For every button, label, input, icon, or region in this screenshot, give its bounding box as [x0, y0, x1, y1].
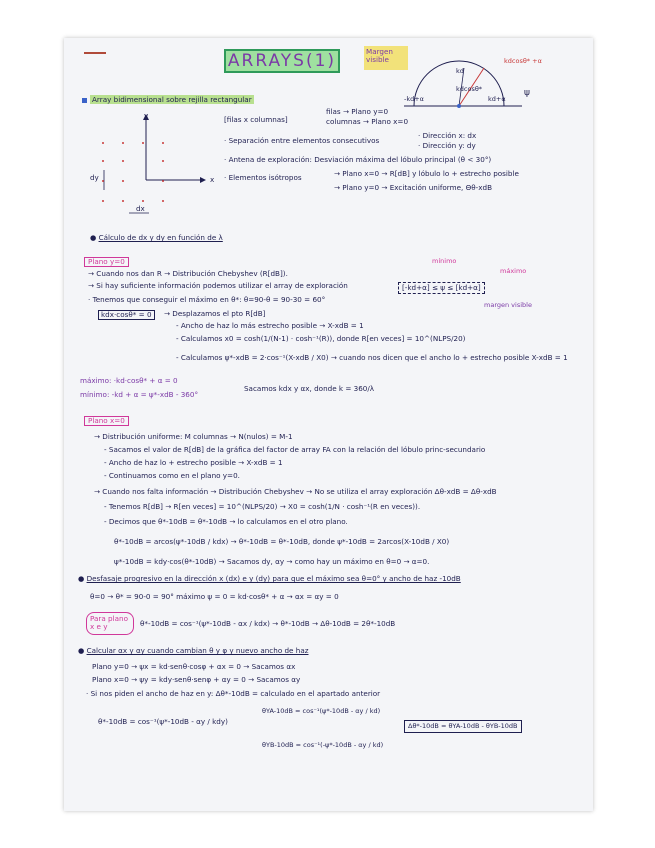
- plano-x0-label: Plano x=0: [84, 416, 129, 426]
- grid-dot: [122, 160, 124, 162]
- axis-y-label: y: [144, 111, 149, 120]
- kd-mid-label: kd: [456, 67, 464, 75]
- plano-x0-line6: - Tenemos R[dB] → R[en veces] = 10^(NLPS/20) → X0 = cosh(1/N · cosh⁻¹(R en veces)).: [104, 502, 421, 511]
- grid-dot: [102, 160, 104, 162]
- calcular-line5b: θYB-10dB = cos⁻¹(-ψ*-10dB - αy / kd): [262, 741, 384, 749]
- grid-dot: [122, 142, 124, 144]
- kd-bottom-label: kdcosθ*: [456, 85, 483, 93]
- calcular-line3: · Si nos piden el ancho de haz en y: Δθ*-10dB = calculado en el apartado anterior: [86, 689, 381, 698]
- plano-y0-line6: - Calculamos x0 = cosh(1/(N-1) · cosh⁻¹(R)), donde R[en veces] = 10^(NLPS/20): [176, 334, 466, 343]
- result-box: Δθ*-10dB = θYA-10dB - θYB-10dB: [404, 720, 522, 733]
- grid-dot: [162, 200, 164, 202]
- plano-x0-line2: - Sacamos el valor de R[dB] de la gráfica del factor de array FA con la relación del lóbulo princ-secundario: [104, 445, 486, 454]
- margin-label: Margen visible: [366, 47, 393, 65]
- desfasaje-heading: ● Desfasaje progresivo en la dirección x (dx) e y (dy) para que el máximo sea θ=0° y ancho de haz -10dB: [78, 574, 461, 583]
- plano-x0-line8: θ*-10dB = arcos(ψ*-10dB / kdx) → θ*-10dB = θ*-10dB, donde ψ*-10dB = 2arcos(X-10dB / X0): [114, 537, 450, 546]
- grid-dot: [122, 180, 124, 182]
- separation-text: · Separación entre elementos consecutivos: [224, 136, 380, 145]
- filas-plane: filas → Plano y=0: [326, 107, 389, 116]
- plano-y0-line4: → Desplazamos el pto R[dB]: [164, 309, 266, 318]
- antenna-text: · Antena de exploración: Desviación máxima del lóbulo principal (θ < 30°): [224, 155, 492, 164]
- grid-diagram: [94, 110, 224, 220]
- calcular-line2: Plano x=0 → ψy = kdy·senθ·senφ + αy = 0 → Sacamos αy: [92, 675, 301, 684]
- plano-x0-line5: → Cuando nos falta información → Distribución Chebyshev → No se utiliza el array exploración Δθ-xdB = Δθ-xdB: [94, 487, 497, 496]
- grid-dot: [122, 200, 124, 202]
- calcular-line5a: θYA-10dB = cos⁻¹(ψ*-10dB - αy / kd): [262, 707, 381, 715]
- plane-y-text: → Plano y=0 → Excitación uniforme, Θθ-xdB: [334, 183, 492, 192]
- grid-dot: [102, 180, 104, 182]
- columnas-plane: columnas → Plano x=0: [326, 117, 409, 126]
- maximo-label: máximo: [500, 267, 527, 275]
- dir-x-text: · Dirección x: dx: [418, 131, 477, 140]
- minimo-label: mínimo: [432, 257, 457, 265]
- axis-x-label: x: [210, 175, 215, 184]
- dx-label: dx: [136, 204, 145, 213]
- calc-heading: ● Cálculo de dx y dy en función de λ: [90, 233, 223, 242]
- desfasaje-eq: θ=0 → θ* = 90-0 = 90° máximo ψ = 0 = kd·cosθ* + α → αx = αy = 0: [90, 592, 339, 601]
- grid-dot: [102, 200, 104, 202]
- kd-right-label: kd+α: [488, 95, 506, 103]
- plano-y0-line7: - Calculamos ψ*-xdB = 2·cos⁻¹(X-xdB / X0) → cuando nos dicen que el ancho lo + estrecho posible X-xdB = 1: [176, 353, 568, 362]
- grid-dot: [162, 142, 164, 144]
- plano-y0-line3: · Tenemos que conseguir el máximo en θ*: θ=90-θ = 90-30 = 60°: [88, 295, 326, 304]
- plano-y0-line2: → Si hay suficiente información podemos utilizar el array de exploración: [88, 281, 348, 290]
- min-equation: mínimo: -kd + α = ψ*-xdB - 360°: [80, 390, 199, 399]
- red-margin-mark: [84, 52, 106, 54]
- section1-heading: Array bidimensional sobre rejilla rectangular: [82, 96, 254, 104]
- dy-label: dy: [90, 173, 99, 182]
- plano-y0-box: [-kd+α] ≤ ψ ≤ [kd+α]: [398, 282, 485, 294]
- max-equation: máximo: ·kd·cosθ* + α = 0: [80, 376, 178, 385]
- plane-x-text: → Plano x=0 → R[dB] y lóbulo lo + estrecho posible: [334, 169, 519, 178]
- sacamos-text: Sacamos kdx y αx, donde k = 360/λ: [244, 384, 375, 393]
- plano-x0-line7: - Decimos que θ*-10dB = θ*-10dB → lo calculamos en el otro plano.: [104, 517, 348, 526]
- margen-label: margen visible: [484, 301, 532, 309]
- grid-dot: [142, 200, 144, 202]
- filas-columnas: [filas x columnas]: [224, 115, 288, 124]
- grid-dot: [162, 180, 164, 182]
- calcular-line4: θ*-10dB = cos⁻¹(ψ*-10dB - αy / kdy): [98, 717, 228, 726]
- plano-y0-line1: → Cuando nos dan R → Distribución Chebyshev (R[dB]).: [88, 269, 288, 278]
- grid-dot: [162, 160, 164, 162]
- plano-x0-line3: - Ancho de haz lo + estrecho posible → X-xdB = 1: [104, 458, 283, 467]
- isotropic-text: · Elementos isótropos: [224, 173, 302, 182]
- notebook-page: [64, 38, 593, 811]
- desfasaje-eq2: θ*-10dB = cos⁻¹(ψ*-10dB - αx / kdx) → θ*-10dB → Δθ-10dB = 2θ*-10dB: [140, 619, 396, 628]
- plano-y0-line5: - Ancho de haz lo más estrecho posible → X-xdB = 1: [176, 321, 364, 330]
- plano-x0-line4: - Continuamos como en el plano y=0.: [104, 471, 240, 480]
- page-title: ARRAYS(1): [224, 49, 340, 73]
- kd-left-label: -kd+α: [404, 95, 424, 103]
- dir-y-text: · Dirección y: dy: [418, 141, 476, 150]
- kd-top-label: kdcosθ* +α: [504, 57, 542, 65]
- grid-dot: [142, 142, 144, 144]
- plano-y0-box2: kdx·cosθ* = 0: [98, 310, 155, 320]
- calcular-line1: Plano y=0 → ψx = kd·senθ·cosφ + αx = 0 → Sacamos αx: [92, 662, 296, 671]
- grid-dot: [102, 142, 104, 144]
- plano-y0-label: Plano y=0: [84, 257, 129, 267]
- plano-x0-line9: ψ*-10dB = kdy·cos(θ*-10dB) → Sacamos dy, αy → como hay un máximo en θ=0 → α=0.: [114, 557, 430, 566]
- calcular-heading: ● Calcular αx y αy cuando cambian θ y φ y nuevo ancho de haz: [78, 646, 309, 655]
- plano-xy-box: Para plano x e y: [86, 612, 134, 635]
- psi-label: ψ: [524, 88, 530, 98]
- plano-x0-line1: → Distribución uniforme: M columnas → N(nulos) = M-1: [94, 432, 293, 441]
- square-bullet-icon: [82, 98, 87, 103]
